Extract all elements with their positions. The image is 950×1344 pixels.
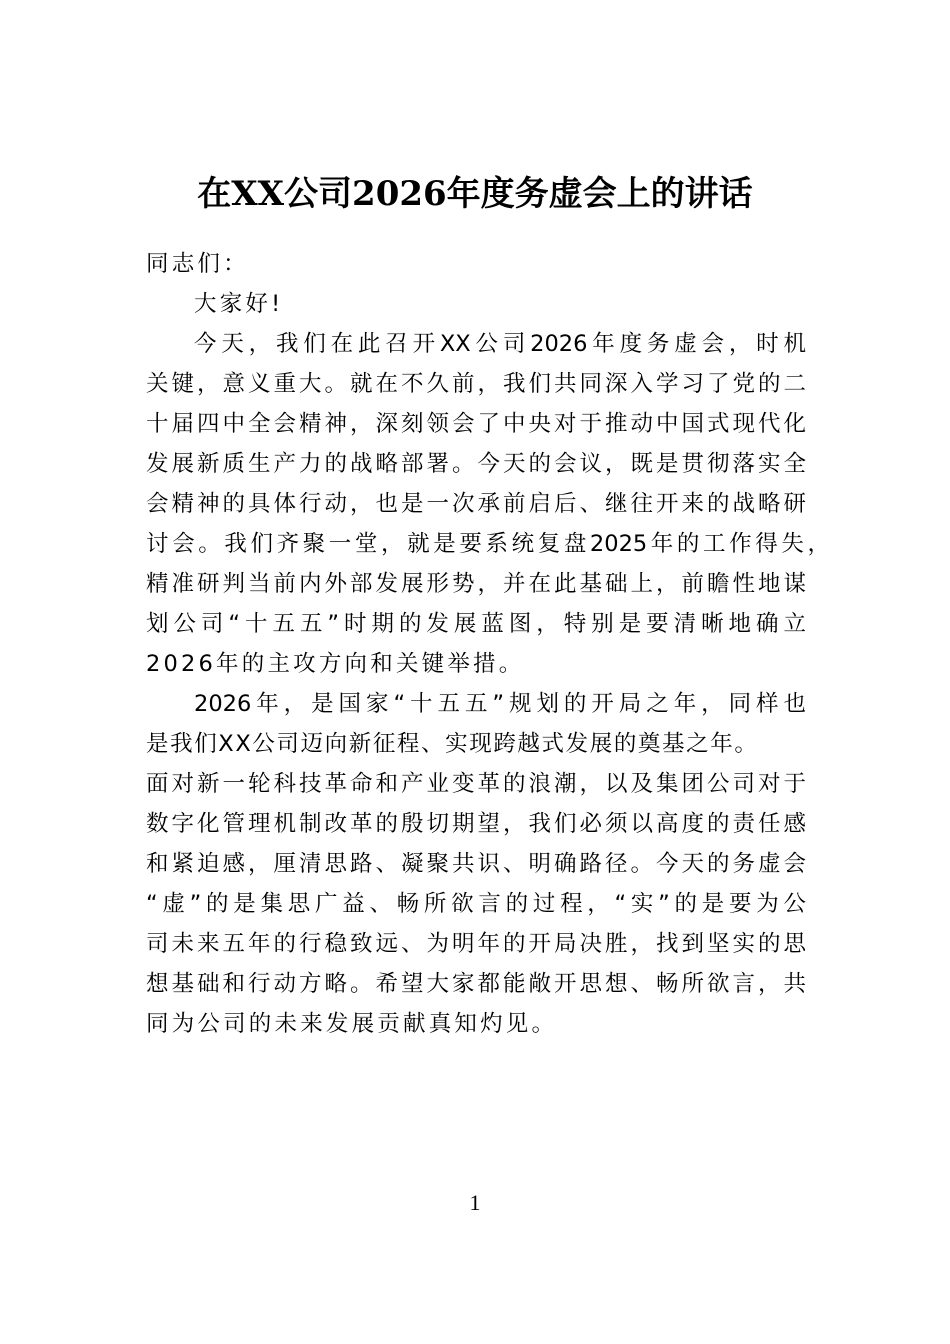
paragraph-1 xyxy=(146,324,836,684)
paragraph-line: 十届四中全会精神，深刻领会了中央对于推动中国式现代化 xyxy=(146,411,806,437)
greeting: 大家好! xyxy=(194,291,284,317)
document-body xyxy=(146,244,836,1044)
paragraph-line: 数字化管理机制改革的殷切期望，我们必须以高度的责任感 xyxy=(146,811,806,837)
paragraph-line: 2026年，是国家“十五五”规划的开局之年，同样也 xyxy=(194,691,806,717)
document-title: 在XX公司2026年度务虚会上的讲话 xyxy=(197,174,753,214)
paragraph-2 xyxy=(146,684,836,1044)
paragraph-line: “虚”的是集思广益、畅所欲言的过程，“实”的是要为公 xyxy=(146,891,806,917)
paragraph-line: 面对新一轮科技革命和产业变革的浪潮，以及集团公司对于 xyxy=(146,771,806,797)
page-number: 1 xyxy=(469,1190,481,1215)
paragraph-line: 是我们XX公司迈向新征程、实现跨越式发展的奠基之年。 xyxy=(146,731,759,757)
paragraph-line: 划公司“十五五”时期的发展蓝图，特别是要清晰地确立 xyxy=(146,611,806,637)
paragraph-line: 精准研判当前内外部发展形势，并在此基础上，前瞻性地谋 xyxy=(146,571,806,597)
paragraph-line: 想基础和行动方略。希望大家都能敞开思想、畅所欲言，共 xyxy=(146,971,806,997)
paragraph-line: 今天，我们在此召开XX公司2026年度务虚会，时机 xyxy=(194,331,806,357)
paragraph-line: 发展新质生产力的战略部署。今天的会议，既是贯彻落实全 xyxy=(146,451,806,477)
paragraph-line: 司未来五年的行稳致远、为明年的开局决胜，找到坚实的思 xyxy=(146,931,806,957)
paragraph-line: 关键，意义重大。就在不久前，我们共同深入学习了党的二 xyxy=(146,371,806,397)
paragraph-line: 同为公司的未来发展贡献真知灼见。 xyxy=(146,1011,558,1037)
paragraph-line: 和紧迫感，厘清思路、凝聚共识、明确路径。今天的务虚会 xyxy=(146,851,806,877)
paragraph-line: 2026年的主攻方向和关键举措。 xyxy=(146,651,525,677)
paragraph-line: 讨会。我们齐聚一堂，就是要系统复盘2025年的工作得失， xyxy=(146,531,830,557)
paragraph-line: 会精神的具体行动，也是一次承前启后、继往开来的战略研 xyxy=(146,491,806,517)
salutation: 同志们： xyxy=(146,251,249,277)
